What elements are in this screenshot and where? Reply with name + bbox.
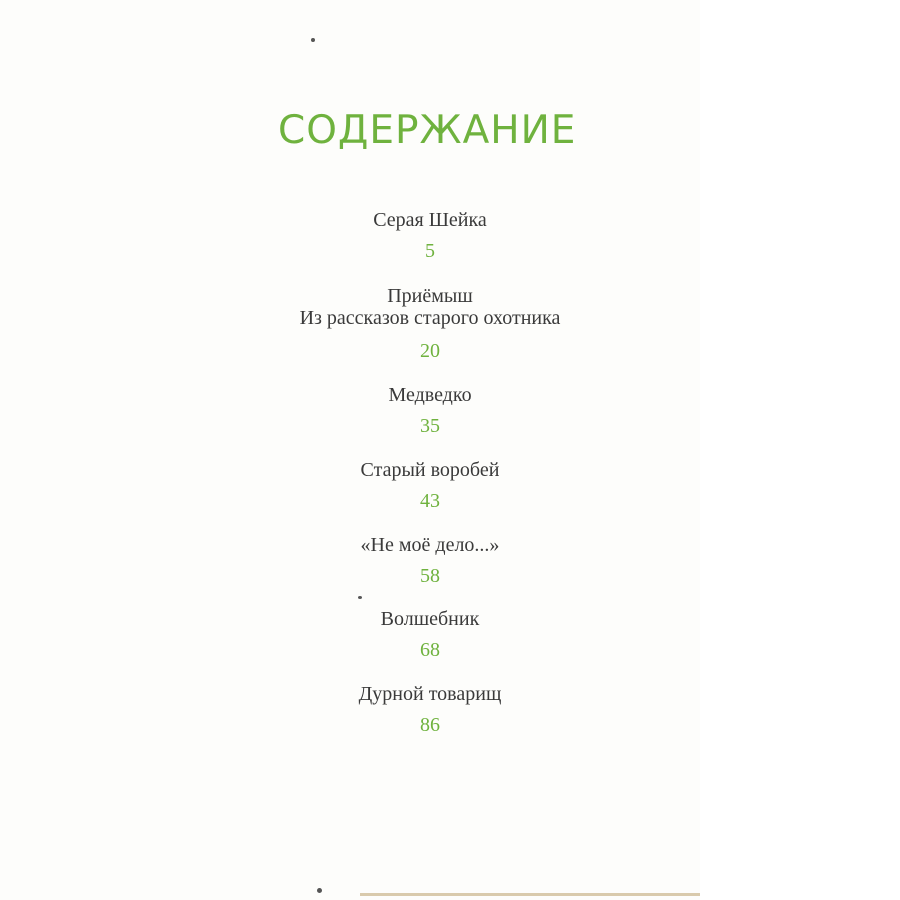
page-title: СОДЕРЖАНИЕ (278, 108, 577, 153)
toc-entry-page: 43 (420, 490, 440, 512)
toc-entry-title: «Не моё дело...» (360, 534, 500, 556)
toc-entry-title: Медведко (388, 384, 472, 406)
toc-entry-title: Старый воробей (360, 459, 500, 481)
toc-entry-page: 68 (420, 639, 440, 661)
print-speck (358, 596, 362, 599)
toc-entry-page: 35 (420, 415, 440, 437)
page-margin (700, 0, 900, 900)
toc-entry-title: Серая Шейка (373, 209, 487, 231)
page-edge (360, 893, 700, 896)
print-speck (317, 888, 322, 893)
toc-entry-page: 58 (420, 565, 440, 587)
toc-entry-subtitle: Из рассказов старого охотника (299, 307, 561, 329)
toc-entry-title: Приёмыш (387, 285, 473, 307)
print-speck (311, 38, 315, 42)
toc-entry-title: Дурной товарищ (358, 683, 502, 705)
toc-entry-page: 86 (420, 714, 440, 736)
toc-entry-page: 5 (425, 240, 435, 262)
toc-entry-page: 20 (420, 340, 440, 362)
toc-entry-title: Волшебник (380, 608, 480, 630)
